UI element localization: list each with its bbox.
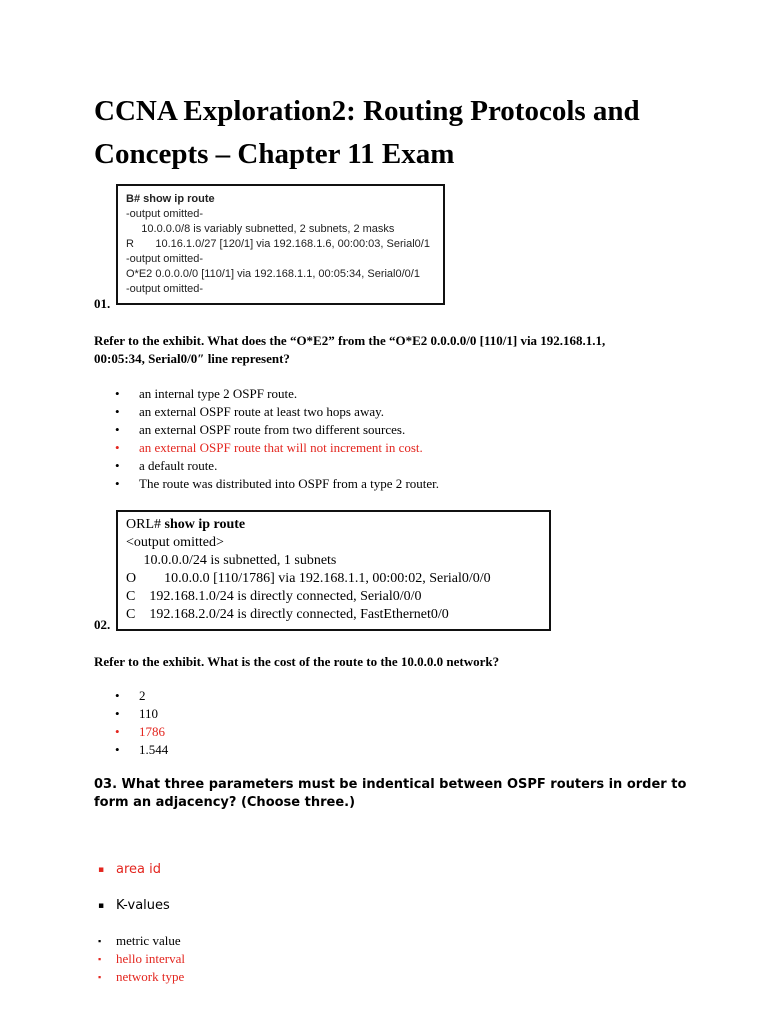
answer-text: K-values [116,898,170,913]
bullet-icon: • [115,476,120,491]
answer-option[interactable] [94,687,168,705]
answer-option[interactable] [94,705,168,723]
answer-option[interactable] [94,457,439,475]
exhibit-1-line: 10.0.0.0/8 is variably subnetted, 2 subnets, 2 masks [126,223,395,235]
answer-text: 1786 [139,724,165,739]
exhibit-2-line: <output omitted> [126,535,224,550]
exhibit-2-line: 10.0.0.0/24 is subnetted, 1 subnets [126,553,337,568]
answer-option[interactable] [94,421,439,439]
exhibit-2-line [126,516,549,534]
bullet-icon: • [115,742,120,757]
bullet-icon: • [115,440,120,455]
answer-text: 110 [139,706,159,721]
exhibit-2-line: O 10.0.0.0 [110/1786] via 192.168.1.1, 00:00:02, Serial0/0/0 [126,571,491,586]
answer-option[interactable] [94,403,439,421]
question-2-options [94,687,168,759]
bullet-icon: • [115,404,120,419]
bullet-icon: • [115,458,120,473]
answer-text: metric value [116,933,181,948]
answer-text: 2 [139,688,146,703]
exhibit-1-line: -output omitted- [126,253,204,265]
answer-text: an external OSPF route at least two hops away. [139,404,385,419]
bullet-icon: • [115,422,120,437]
bullet-icon: • [115,688,120,703]
exhibit-2-line: C 192.168.2.0/24 is directly connected, FastEthernet0/0 [126,607,449,622]
exhibit-1-line: B# show ip route [126,193,215,205]
square-bullet-icon: ▪ [98,865,105,875]
answer-text: a default route. [139,458,218,473]
exhibit-1-line: O*E2 0.0.0.0/0 [110/1] via 192.168.1.1, 00:05:34, Serial0/0/1 [126,268,420,280]
exhibit-1-line: -output omitted- [126,208,204,220]
answer-text: an internal type 2 OSPF route. [139,386,298,401]
bullet-icon: • [115,724,120,739]
bullet-icon: • [115,706,120,721]
square-bullet-icon: ▪ [98,901,105,911]
answer-text: an external OSPF route that will not increment in cost. [139,440,423,455]
answer-option-correct[interactable] [94,439,439,457]
square-bullet-icon: ▪ [98,972,102,982]
square-bullet-icon: ▪ [98,936,102,946]
exhibit-1-line: R 10.16.1.0/27 [120/1] via 192.168.1.6, 00:00:03, Serial0/1 [126,238,430,250]
square-bullet-icon: ▪ [98,954,102,964]
answer-text: 1.544 [139,742,169,757]
answer-option[interactable] [94,475,439,493]
answer-option-correct[interactable] [94,723,168,741]
answer-text: network type [116,969,185,984]
exhibit-2-line: C 192.168.1.0/24 is directly connected, Serial0/0/0 [126,589,422,604]
exhibit-command: show ip route [164,517,246,532]
exhibit-1 [116,184,445,305]
question-3-text: 03. What three parameters must be indentical between OSPF routers in order to form an adjacency? (Choose three.) [94,777,687,810]
answer-text: The route was distributed into OSPF from a type 2 router. [139,476,440,491]
exhibit-2 [116,510,551,631]
answer-text: an external OSPF route from two different sources. [139,422,406,437]
question-2-number: 02. [94,617,111,632]
answer-text: area id [116,862,161,877]
question-1-text: Refer to the exhibit. What does the “O*E2” from the “O*E2 0.0.0.0/0 [110/1] via 192.168.1.1, 00:05:34, Serial0/0″ line represent? [94,333,606,366]
answer-option[interactable] [94,741,168,759]
question-1-options [94,385,439,493]
answer-option[interactable] [94,385,439,403]
answer-text: hello interval [116,951,185,966]
exhibit-prompt: ORL# [126,517,165,532]
page-title: CCNA Exploration2: Routing Protocols and Concepts – Chapter 11 Exam [94,95,640,170]
question-1-number: 01. [94,296,111,311]
question-2-text: Refer to the exhibit. What is the cost of the route to the 10.0.0.0 network? [94,654,500,669]
bullet-icon: • [115,386,120,401]
exhibit-1-line: -output omitted- [126,283,204,295]
